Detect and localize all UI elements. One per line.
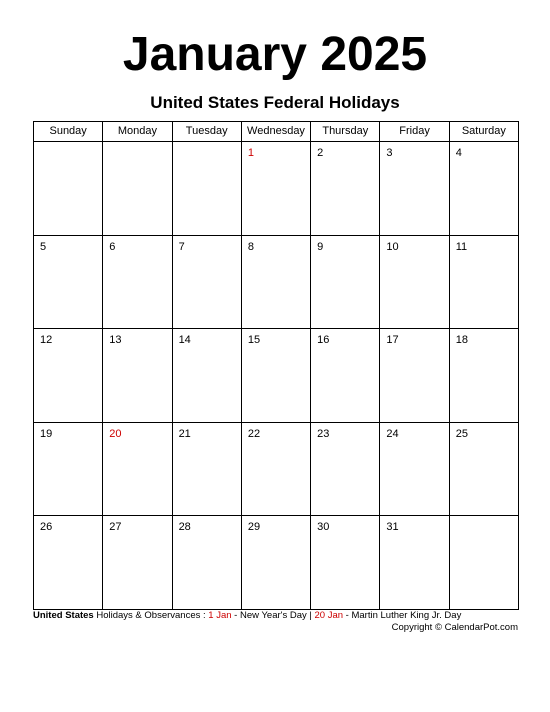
- weekday-header: Friday: [380, 122, 449, 142]
- page-subtitle: United States Federal Holidays: [150, 93, 400, 112]
- footer-holiday-date: 20 Jan: [314, 610, 344, 621]
- footer-holiday-name: - New Year's Day: [231, 610, 307, 621]
- calendar-grid: [33, 121, 519, 610]
- day-number: 6: [109, 240, 116, 253]
- day-number: 5: [40, 240, 47, 253]
- day-cell: [34, 516, 103, 610]
- day-number: 8: [247, 240, 254, 253]
- day-cell: [380, 516, 449, 610]
- day-number: 2: [317, 147, 324, 159]
- weekday-header: Monday: [103, 122, 172, 142]
- day-number: [103, 142, 171, 147]
- day-number: 19: [40, 427, 53, 440]
- day-cell: [450, 142, 519, 236]
- day-number: 12: [40, 334, 53, 347]
- day-number: 13: [109, 334, 122, 347]
- day-number: [34, 142, 102, 147]
- day-cell: [34, 329, 103, 423]
- day-number: 28: [178, 521, 191, 534]
- day-cell: [34, 142, 103, 236]
- day-number: 10: [386, 240, 399, 253]
- footer-country: United States: [33, 610, 94, 621]
- day-number: 25: [455, 427, 468, 440]
- day-cell: [173, 329, 242, 423]
- day-number: 14: [178, 334, 191, 347]
- day-cell: [450, 236, 519, 330]
- day-number: 20: [109, 427, 122, 440]
- day-cell: [103, 142, 172, 236]
- day-number: 24: [386, 427, 399, 440]
- day-number: 17: [386, 334, 399, 347]
- holiday-footer: [33, 610, 461, 622]
- footer-label: Holidays & Observances :: [93, 610, 209, 621]
- weekday-header: Sunday: [34, 122, 103, 142]
- day-number: 4: [455, 147, 462, 159]
- day-number: 9: [317, 240, 324, 253]
- day-cell: [242, 423, 311, 517]
- day-number: 31: [386, 521, 399, 534]
- page-title: January 2025: [122, 28, 428, 81]
- day-cell: [103, 516, 172, 610]
- footer-holiday-date: 1 Jan: [208, 610, 232, 621]
- weekday-header: Tuesday: [173, 122, 242, 142]
- day-cell: [450, 329, 519, 423]
- day-cell: [34, 423, 103, 517]
- day-number: [450, 516, 518, 521]
- day-number: 21: [178, 427, 191, 440]
- day-cell: [311, 142, 380, 236]
- day-cell: [311, 329, 380, 423]
- day-number: 27: [109, 521, 122, 534]
- day-cell: [242, 236, 311, 330]
- day-cell: [173, 516, 242, 610]
- day-cell: [380, 329, 449, 423]
- weekday-header: Thursday: [311, 122, 380, 142]
- day-cell: [242, 142, 311, 236]
- day-cell: [311, 236, 380, 330]
- day-cell: [450, 516, 519, 610]
- footer-separator: |: [306, 610, 315, 621]
- weekday-header: Saturday: [450, 122, 519, 142]
- day-cell: [450, 423, 519, 517]
- day-cell: [173, 236, 242, 330]
- day-number: [173, 142, 241, 147]
- day-cell: [380, 423, 449, 517]
- day-number: 7: [178, 240, 185, 253]
- day-number: 22: [247, 427, 261, 440]
- day-cell: [380, 236, 449, 330]
- day-number: 23: [317, 427, 330, 440]
- weekday-header: Wednesday: [242, 122, 311, 142]
- day-number: 3: [386, 147, 393, 159]
- day-number: 1: [247, 147, 254, 159]
- copyright-text: Copyright © CalendarPot.com: [391, 622, 518, 633]
- day-cell: [380, 142, 449, 236]
- day-cell: [103, 236, 172, 330]
- day-number: 16: [317, 334, 330, 347]
- day-cell: [34, 236, 103, 330]
- day-cell: [311, 423, 380, 517]
- footer-holiday-name: - Martin Luther King Jr. Day: [343, 610, 462, 621]
- day-number: 30: [317, 521, 330, 534]
- day-cell: [242, 329, 311, 423]
- day-number: 29: [247, 521, 261, 534]
- day-number: 11: [455, 240, 468, 253]
- day-cell: [103, 329, 172, 423]
- day-cell: [311, 516, 380, 610]
- day-cell: [173, 142, 242, 236]
- day-cell: [242, 516, 311, 610]
- day-cell: [103, 423, 172, 517]
- day-number: 18: [455, 334, 468, 347]
- day-number: 15: [247, 334, 261, 347]
- day-cell: [173, 423, 242, 517]
- day-number: 26: [40, 521, 53, 534]
